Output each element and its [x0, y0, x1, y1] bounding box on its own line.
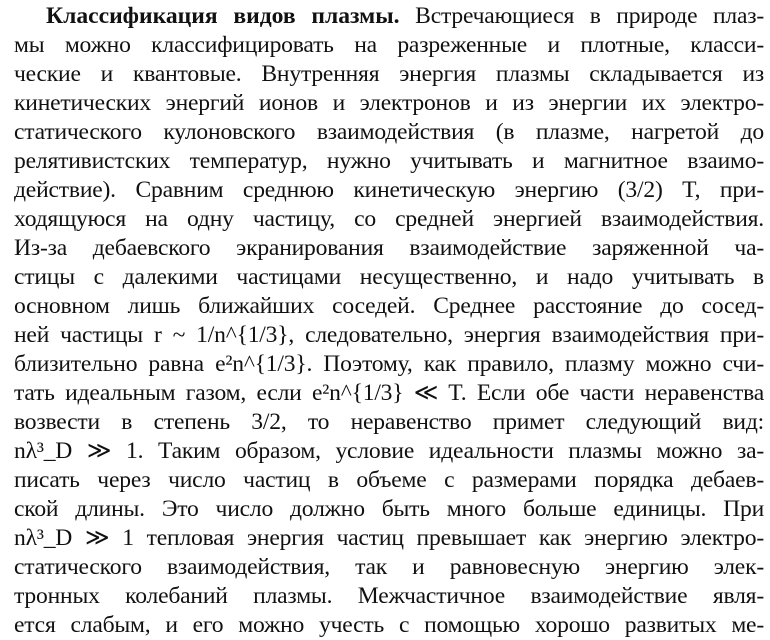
text-line: ней частицы r ~ 1/n^{1/3}, следовательно, энергия взаимодействия при- [14, 322, 764, 348]
text-line: nλ³_D ≫ 1 тепловая энергия частиц превышает как энергию электро- [14, 525, 764, 551]
text-line: Классификация видов плазмы. Встречающиеся в природе плаз- [46, 3, 764, 29]
text-line: кинетических энергий ионов и электронов и из энергии их электро- [14, 90, 764, 116]
text-line: действие). Сравним среднюю кинетическую энергию (3/2) T, при- [14, 177, 764, 203]
text-line: близительно равна e²n^{1/3}. Поэтому, как правило, плазму можно счи- [14, 351, 764, 377]
text-line: тать идеальным газом, если e²n^{1/3} ≪ T. Если обе части неравенства [14, 380, 764, 406]
text-line: основном лишь ближайших соседей. Среднее расстояние до сосед- [14, 293, 764, 319]
text-line: nλ³_D ≫ 1. Таким образом, условие идеальности плазмы можно за- [14, 438, 764, 464]
section-heading: Классификация видов плазмы. [46, 3, 400, 29]
text-line: мы можно классифицировать на разреженные и плотные, класси- [14, 32, 764, 58]
text-line: ческие и квантовые. Внутренняя энергия плазмы складывается из [14, 61, 764, 87]
text-line: возвести в степень 3/2, то неравенство примет следующий вид: [14, 409, 764, 435]
text-line: ской длины. Это число должно быть много больше единицы. При [14, 496, 764, 522]
text-line: ходящуюся на одну частицу, со средней энергией взаимодействия. [14, 206, 764, 232]
text-line: Из-за дебаевского экранирования взаимодействие заряженной ча- [14, 235, 764, 261]
text-line: статического взаимодействия, так и равновесную энергию элек- [14, 554, 764, 580]
text-line: тронных колебаний плазмы. Межчастичное взаимодействие явля- [14, 583, 764, 609]
text-line: статического кулоновского взаимодействия (в плазме, нагретой до [14, 119, 764, 145]
text-line: писать через число частиц в объеме с размерами порядка дебаев- [14, 467, 764, 493]
text-line: релятивистских температур, нужно учитывать и магнитное взаимо- [14, 148, 764, 174]
text-line: ется слабым, и его можно учесть с помощью хорошо развитых ме- [14, 612, 764, 638]
text-line: стицы с далекими частицами несущественно, и надо учитывать в [14, 264, 764, 290]
